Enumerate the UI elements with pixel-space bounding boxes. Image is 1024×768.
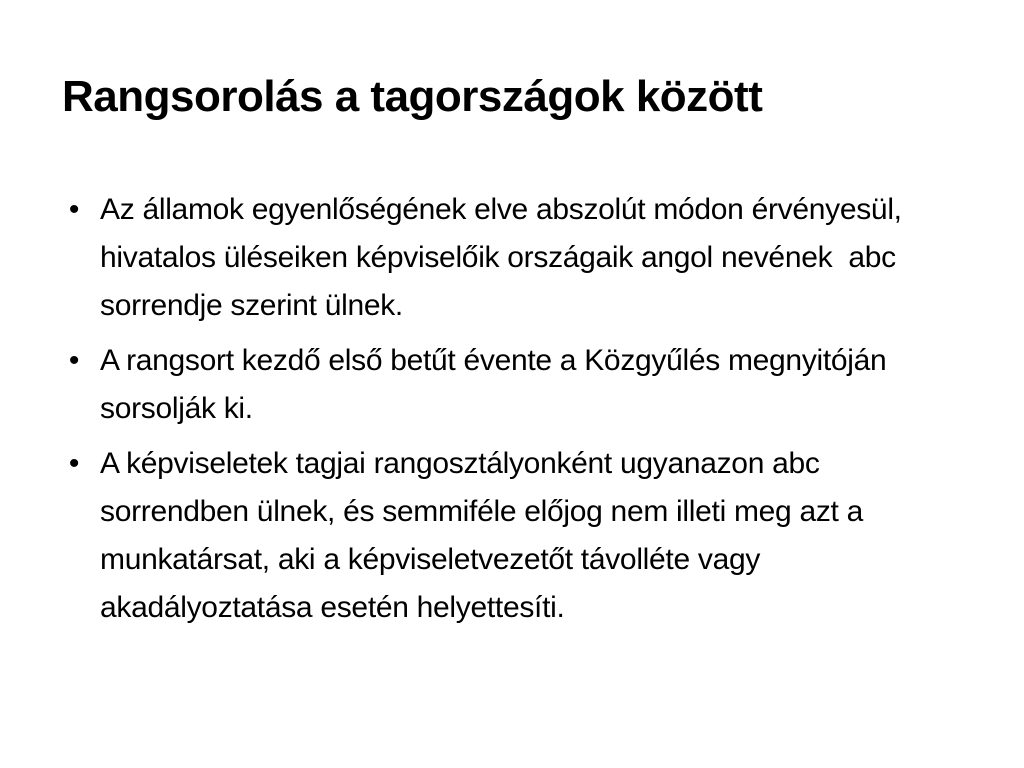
bullet-item bbox=[62, 440, 972, 632]
bullet-list bbox=[62, 186, 972, 639]
bullet-item bbox=[62, 337, 972, 433]
bullet-text: A rangsort kezdő első betűt évente a Közgyűlés megnyitóján sorsolják ki. bbox=[100, 344, 895, 425]
bullet-dot-icon: • bbox=[68, 193, 80, 226]
bullet-dot-icon: • bbox=[68, 344, 80, 377]
bullet-text: A képviseletek tagjai rangosztályonként ugyanazon abc sorrendben ülnek, és semmiféle előjog nem illeti meg azt a munkatársat, aki a képviseletvezetőt távolléte vagy akadályoztatása esetén helyettesíti. bbox=[100, 447, 872, 624]
bullet-text: Az államok egyenlőségének elve abszolút módon érvényesül, hivatalos üléseiken képviselőik országaik angol nevének abc sorrendje szerint ülnek. bbox=[100, 193, 910, 322]
bullet-dot-icon: • bbox=[68, 447, 80, 480]
bullet-item bbox=[62, 186, 972, 330]
slide-title: Rangsorolás a tagországok között bbox=[62, 72, 763, 121]
